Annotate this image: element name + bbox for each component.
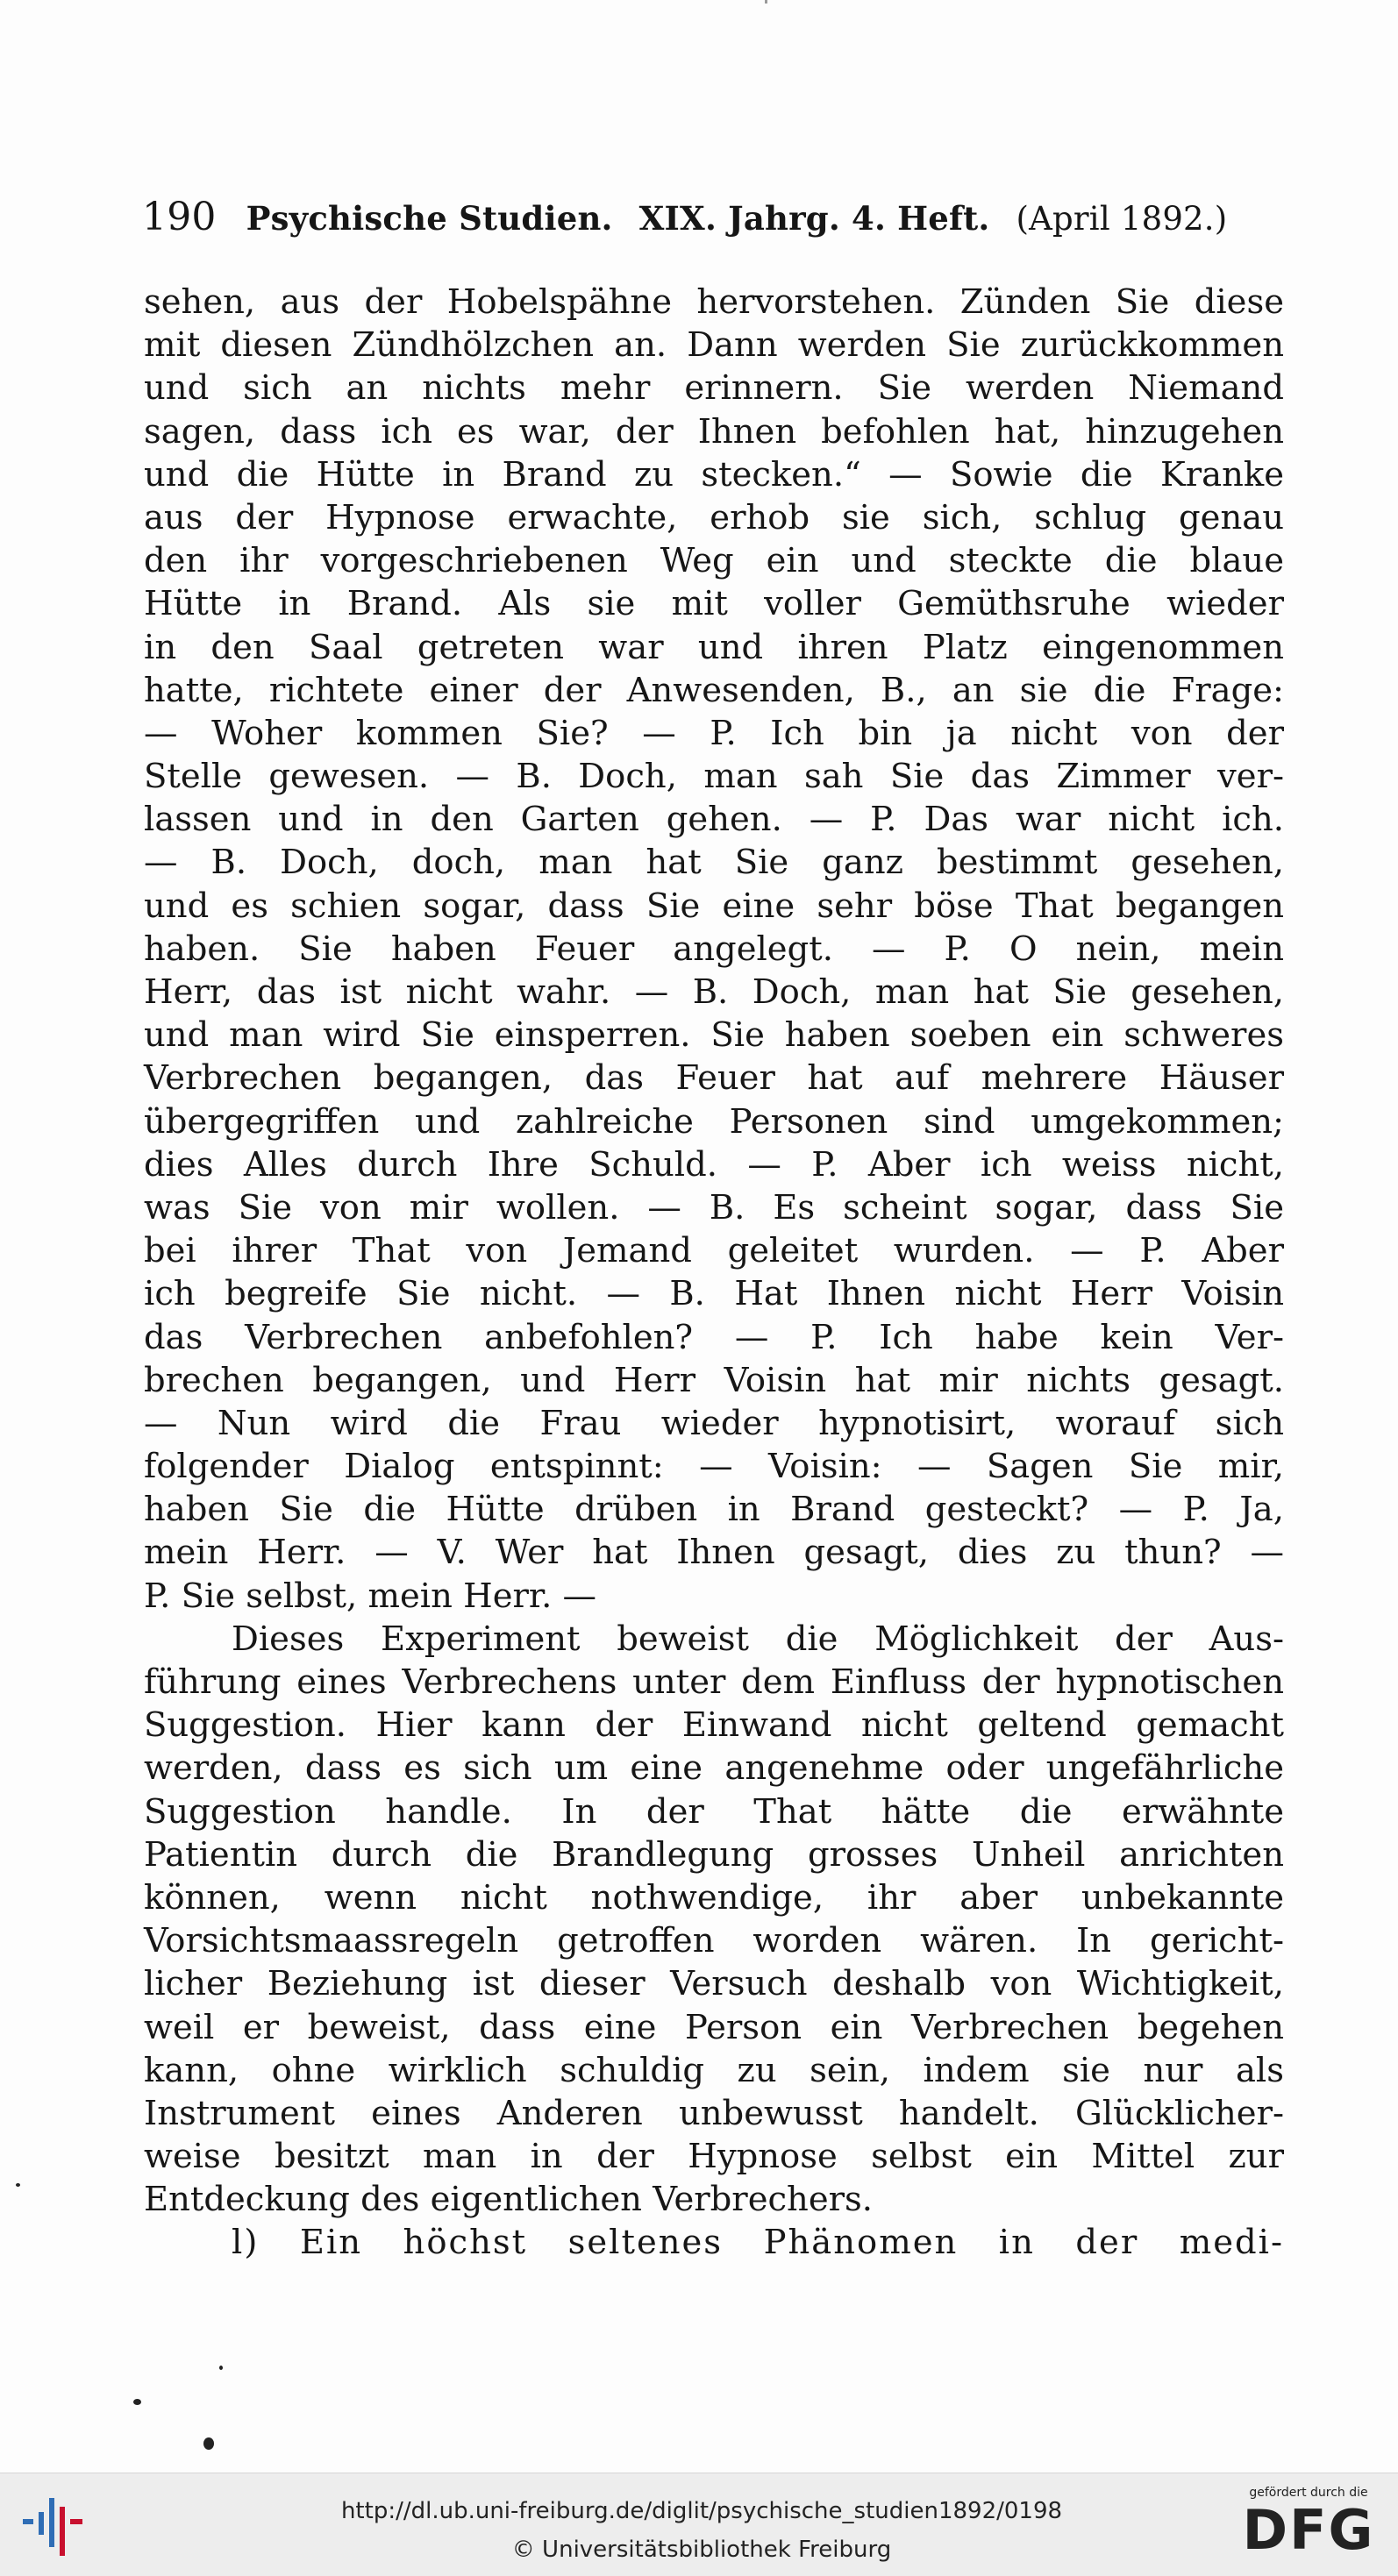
text-line: sagen, dass ich es war, der Ihnen befohlen hat, hinzugehen — [144, 411, 1284, 452]
text-line: Instrument eines Anderen unbewusst handelt. Glücklicher- — [144, 2093, 1284, 2133]
text-line: hatte, richtete einer der Anwesenden, B., an sie die Frage: — [144, 670, 1284, 710]
scan-speck — [203, 2437, 214, 2450]
body-text — [144, 281, 1284, 2265]
text-line: — Nun wird die Frau wieder hypnotisirt, worauf sich — [144, 1403, 1284, 1443]
text-line: in den Saal getreten war und ihren Platz eingenommen — [144, 627, 1284, 667]
scan-mark — [765, 0, 767, 4]
document-url[interactable]: http://dl.ub.uni-freiburg.de/diglit/psychische_studien1892/0198 — [340, 2498, 1063, 2524]
text-line: Stelle gewesen. — B. Doch, man sah Sie das Zimmer ver- — [144, 757, 1284, 797]
text-line: mit diesen Zündhölzchen an. Dann werden Sie zurückkommen — [144, 325, 1284, 366]
text-line: können, wenn nicht nothwendige, ihr aber unbekannte — [144, 1877, 1284, 1918]
text-line: den ihr vorgeschriebenen Weg ein und steckte die blaue — [144, 541, 1284, 581]
text-line: was Sie von mir wollen. — B. Es scheint sogar, dass Sie — [144, 1187, 1284, 1228]
text-line: Verbrechen begangen, das Feuer hat auf mehrere Häuser — [144, 1058, 1284, 1099]
text-line: und die Hütte in Brand zu stecken.“ — Sowie die Kranke — [144, 454, 1284, 495]
text-line: folgender Dialog entspinnt: — Voisin: — Sagen Sie mir, — [144, 1447, 1284, 1487]
text-line: Patientin durch die Brandlegung grosses Unheil anrichten — [144, 1834, 1284, 1875]
text-line: übergegriffen und zahlreiche Personen sind umgekommen; — [144, 1101, 1284, 1142]
running-head — [142, 195, 1273, 239]
text-line: weise besitzt man in der Hypnose selbst ein Mittel zur — [144, 2137, 1284, 2177]
volume-issue: XIX. Jahrg. 4. Heft. — [638, 199, 990, 238]
text-line: — B. Doch, doch, man hat Sie ganz bestimmt gesehen, — [144, 843, 1284, 883]
viewer-footer — [0, 2473, 1398, 2576]
text-line: aus der Hypnose erwachte, erhob sie sich, schlug genau — [144, 497, 1284, 537]
text-line: licher Beziehung ist dieser Versuch deshalb von Wichtigkeit, — [144, 1964, 1284, 2004]
text-line: das Verbrechen anbefohlen? — P. Ich habe kein Ver- — [144, 1317, 1284, 1357]
text-line: werden, dass es sich um eine angenehme oder ungefährliche — [144, 1748, 1284, 1789]
text-line: Suggestion handle. In der That hätte die erwähnte — [144, 1791, 1284, 1832]
page-number: 190 — [142, 195, 217, 239]
text-line: und es schien sogar, dass Sie eine sehr böse That begangen — [144, 886, 1284, 926]
text-line: Herr, das ist nicht wahr. — B. Doch, man hat Sie gesehen, — [144, 972, 1284, 1012]
text-line: und man wird Sie einsperren. Sie haben soeben ein schweres — [144, 1015, 1284, 1056]
text-line: Suggestion. Hier kann der Einwand nicht geltend gemacht — [144, 1705, 1284, 1746]
dfg-caption: gefördert durch die — [1249, 2486, 1368, 2500]
text-line: ich begreife Sie nicht. — B. Hat Ihnen nicht Herr Voisin — [144, 1274, 1284, 1314]
paragraph-end-line: P. Sie selbst, mein Herr. — — [144, 1576, 597, 1616]
dfg-letters: DFG — [1242, 2498, 1375, 2562]
copyright-notice: © Universitätsbibliothek Freiburg — [511, 2537, 892, 2563]
text-line: weil er beweist, dass eine Person ein Verbrechen begehen — [144, 2007, 1284, 2047]
text-line: brechen begangen, und Herr Voisin hat mir nichts gesagt. — [144, 1360, 1284, 1400]
text-line: dies Alles durch Ihre Schuld. — P. Aber ich weiss nicht, — [144, 1144, 1284, 1185]
text-line: mein Herr. — V. Wer hat Ihnen gesagt, dies zu thun? — — [144, 1533, 1284, 1573]
text-line: — Woher kommen Sie? — P. Ich bin ja nicht von der — [144, 713, 1284, 753]
text-line: kann, ohne wirklich schuldig zu sein, indem sie nur als — [144, 2050, 1284, 2090]
text-line: Vorsichtsmaassregeln getroffen worden wären. In gericht- — [144, 1921, 1284, 1961]
scan-speck — [16, 2183, 20, 2187]
dfg-logo[interactable] — [1231, 2486, 1386, 2570]
text-line: führung eines Verbrechens unter dem Einfluss der hypnotischen — [144, 1662, 1284, 1702]
journal-title: Psychische Studien. — [246, 199, 613, 238]
text-line: haben Sie die Hütte drüben in Brand gesteckt? — P. Ja, — [144, 1490, 1284, 1530]
scan-speck — [133, 2399, 141, 2405]
text-line: lassen und in den Garten gehen. — P. Das war nicht ich. — [144, 800, 1284, 840]
text-line: bei ihrer That von Jemand geleitet wurden. — P. Aber — [144, 1231, 1284, 1271]
text-line: Hütte in Brand. Als sie mit voller Gemüthsruhe wieder — [144, 584, 1284, 624]
text-line: sehen, aus der Hobelspähne hervorstehen. Zünden Sie diese — [144, 282, 1284, 322]
text-line: haben. Sie haben Feuer angelegt. — P. O nein, mein — [144, 929, 1284, 969]
text-line: und sich an nichts mehr erinnern. Sie werden Niemand — [144, 368, 1284, 409]
paragraph-end-line: Entdeckung des eigentlichen Verbrechers. — [144, 2180, 874, 2220]
issue-date: (April 1892.) — [1016, 200, 1228, 238]
section-start-line: l) Ein höchst seltenes Phänomen in der medi- — [232, 2223, 1284, 2263]
ub-freiburg-logo-icon[interactable] — [23, 2493, 93, 2556]
paragraph-start-line: Dieses Experiment beweist die Möglichkeit der Aus- — [232, 1619, 1284, 1659]
scan-speck — [219, 2366, 223, 2370]
